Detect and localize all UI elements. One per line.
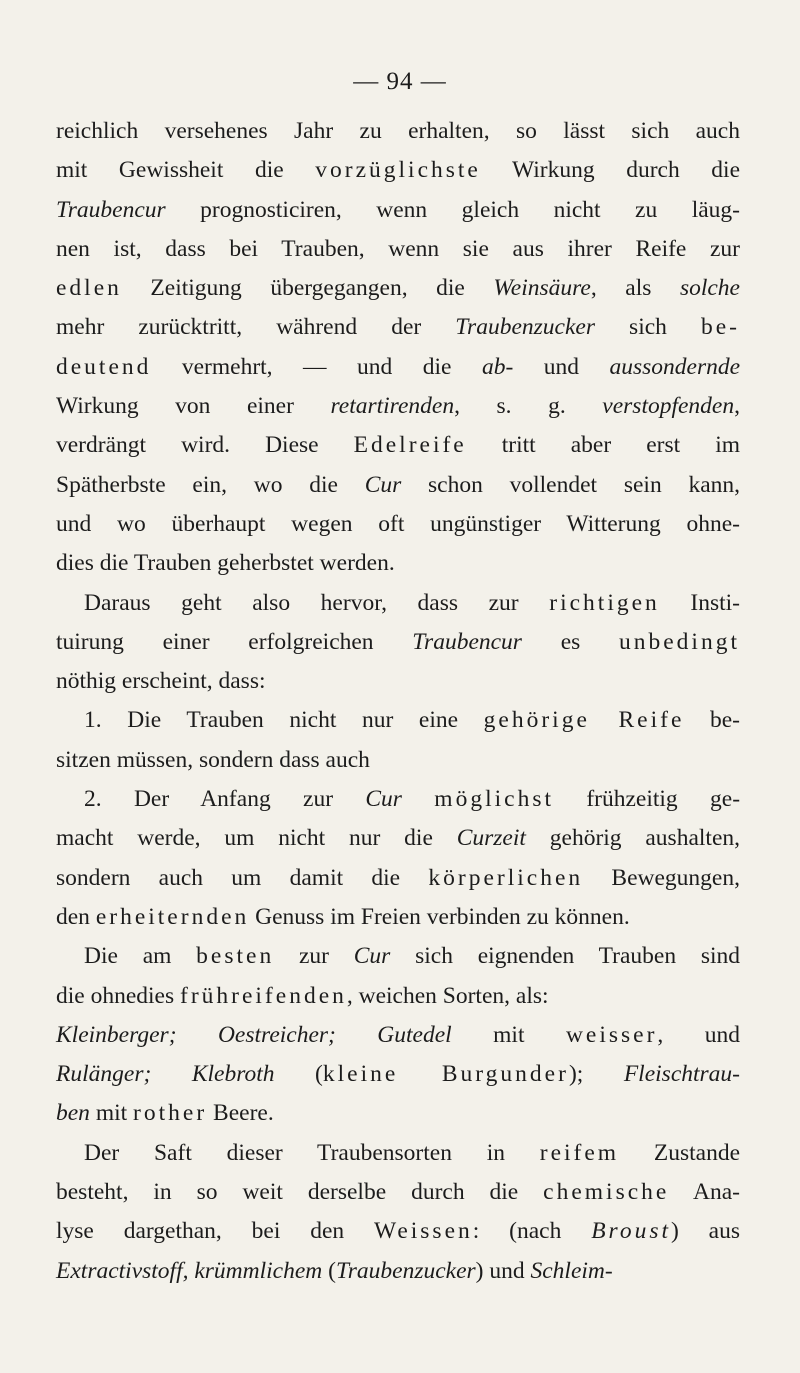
- text-segment: und wo überhaupt wegen oft ungünstiger Witterung ohne-: [56, 510, 740, 537]
- text-segment: lyse dargethan, bei den: [56, 1218, 375, 1245]
- text-segment: rother: [133, 1100, 208, 1127]
- text-segment: : (nach: [472, 1218, 592, 1245]
- text-segment: gehörig aushalten,: [525, 825, 740, 852]
- text-segment: Insti-: [659, 589, 740, 616]
- text-line: [56, 230, 740, 269]
- text-segment: nöthig erscheint, dass:: [56, 668, 266, 695]
- text-segment: ben: [56, 1100, 90, 1127]
- text-line: [56, 1212, 740, 1251]
- text-segment: 1. Die Trauben nicht nur eine: [84, 707, 484, 734]
- text-segment: Wirkung von einer: [56, 393, 331, 420]
- text-segment: möglichst: [434, 786, 554, 813]
- text-segment: Fleischtrau-: [623, 1061, 740, 1088]
- text-segment: nen ist, dass bei Trauben, wenn sie aus ihrer Reife zur: [56, 235, 740, 262]
- text-segment: ,: [734, 393, 740, 420]
- text-segment: Broust: [591, 1218, 671, 1245]
- text-segment: (: [322, 1257, 336, 1284]
- text-line: [56, 1252, 740, 1291]
- text-segment: Beere.: [207, 1100, 274, 1127]
- text-line: [56, 348, 740, 387]
- text-segment: die ohnedies: [56, 982, 180, 1009]
- text-segment: mehr zurücktritt, während der: [56, 314, 456, 341]
- text-segment: 2. Der Anfang zur: [84, 786, 366, 813]
- text-segment: Traubenzucker: [455, 314, 595, 341]
- page-number: — 94 —: [353, 68, 447, 95]
- text-segment: sich: [594, 314, 701, 341]
- text-segment: Ana-: [669, 1179, 740, 1206]
- text-segment: richtigen: [549, 589, 660, 616]
- text-segment: verstopfenden: [602, 393, 735, 420]
- text-segment: mit: [451, 1021, 566, 1048]
- text-segment: retartirenden: [330, 393, 455, 420]
- text-line: [56, 977, 740, 1016]
- text-segment: reichlich versehenes Jahr zu erhalten, so lässt sich auch: [56, 118, 740, 144]
- text-segment: Der Saft dieser Traubensorten in: [84, 1139, 540, 1166]
- text-segment: Genuss im Freien verbinden zu können.: [249, 903, 630, 930]
- text-line: [56, 662, 740, 701]
- text-segment: aussondernde: [609, 353, 741, 380]
- text-segment: besten: [196, 943, 275, 970]
- text-segment: Edelreife: [353, 432, 467, 459]
- text-segment: chemische: [543, 1179, 670, 1206]
- text-segment: Schleim-: [530, 1257, 613, 1284]
- text-segment: Bewegungen,: [583, 864, 740, 891]
- text-line: [56, 898, 740, 937]
- text-segment: Weissen: [374, 1218, 473, 1245]
- text-segment: kleine Burgunder: [322, 1061, 569, 1088]
- text-line: [56, 584, 740, 623]
- text-segment: - und: [505, 353, 610, 380]
- text-segment: Curzeit: [456, 825, 526, 852]
- text-segment: Daraus geht also hervor, dass zur: [84, 589, 550, 616]
- text-segment: be-: [684, 707, 740, 734]
- text-segment: Traubenzucker: [335, 1257, 476, 1284]
- text-segment: );: [568, 1061, 624, 1088]
- text-segment: Cur: [364, 471, 402, 498]
- text-segment: Spätherbste ein, wo die: [56, 471, 365, 498]
- text-segment: erheiternden: [95, 903, 250, 930]
- text-segment: sondern auch um damit die: [56, 864, 429, 891]
- text-segment: sitzen müssen, sondern dass auch: [56, 746, 370, 773]
- text-segment: , und: [657, 1021, 740, 1048]
- text-segment: körperlichen: [428, 864, 584, 891]
- text-segment: (: [274, 1061, 323, 1088]
- text-segment: [402, 786, 434, 812]
- text-segment: dies die Trauben geherbstet werden.: [56, 550, 395, 577]
- text-segment: reifem: [539, 1139, 620, 1166]
- text-segment: frühzeitig ge-: [554, 786, 741, 813]
- text-segment: , s. g.: [454, 393, 603, 420]
- text-segment: solche: [679, 275, 740, 302]
- text-line: [56, 426, 740, 465]
- text-line: [56, 623, 740, 662]
- text-line: [56, 1094, 740, 1133]
- text-segment: schon vollendet sein kann,: [401, 471, 741, 498]
- text-line: [56, 1173, 740, 1212]
- text-segment: Zustande: [619, 1139, 740, 1166]
- text-segment: verdrängt wird. Diese: [56, 432, 354, 459]
- text-segment: Kleinberger; Oestreicher; Gutedel: [56, 1021, 452, 1048]
- text-line: [56, 387, 740, 426]
- text-segment: Die am: [84, 943, 197, 970]
- text-line: [56, 191, 740, 230]
- text-segment: Traubencur: [412, 628, 522, 655]
- text-line: [56, 819, 740, 858]
- text-segment: mit: [89, 1100, 134, 1127]
- text-line: [56, 1055, 740, 1094]
- text-segment: Cur: [353, 943, 391, 970]
- text-segment: unbedingt: [619, 628, 740, 655]
- text-line: [56, 741, 740, 780]
- text-segment: Weinsäure: [493, 275, 591, 302]
- text-line: [56, 269, 740, 308]
- text-segment: sich eignenden Trauben sind: [390, 943, 741, 970]
- text-segment: edlen: [56, 275, 122, 302]
- text-segment: Extractivstoff, krümmlichem: [56, 1257, 323, 1284]
- text-line: [56, 1016, 740, 1055]
- text-segment: Rulänger; Klebroth: [56, 1061, 275, 1088]
- text-segment: Wirkung durch die: [480, 157, 741, 184]
- text-line: [56, 937, 740, 976]
- text-segment: macht werde, um nicht nur die: [56, 825, 457, 852]
- text-line: [56, 151, 740, 190]
- text-line: [56, 544, 740, 583]
- text-line: [56, 466, 740, 505]
- text-line: [56, 859, 740, 898]
- text-line: [56, 780, 740, 819]
- text-segment: ) und: [475, 1257, 531, 1284]
- text-segment: gehörige Reife: [483, 707, 685, 734]
- text-line: [56, 308, 740, 347]
- text-segment: , weichen Sorten, als:: [346, 982, 549, 1009]
- text-segment: den: [56, 903, 96, 930]
- text-segment: es: [521, 628, 619, 655]
- text-line: [56, 112, 740, 151]
- text-segment: Zeitigung übergegangen, die: [121, 275, 494, 302]
- text-segment: tuirung einer erfolgreichen: [56, 628, 413, 655]
- text-segment: vermehrt, — und die: [151, 353, 482, 380]
- text-segment: Cur: [365, 786, 402, 813]
- text-line: [56, 701, 740, 740]
- text-segment: , als: [590, 275, 680, 302]
- text-segment: deutend: [56, 353, 152, 380]
- text-segment: tritt aber erst im: [466, 432, 741, 459]
- text-segment: weisser: [565, 1021, 658, 1048]
- text-segment: be-: [701, 314, 741, 341]
- text-segment: zur: [274, 943, 354, 970]
- text-segment: besteht, in so weit derselbe durch die: [56, 1179, 544, 1206]
- body-text: [56, 112, 740, 1291]
- text-segment: ab: [481, 353, 506, 380]
- text-line: [56, 1134, 740, 1173]
- text-segment: frühreifenden: [180, 982, 347, 1009]
- text-segment: ) aus: [671, 1218, 741, 1245]
- text-line: [56, 505, 740, 544]
- text-segment: Traubencur: [56, 196, 166, 223]
- text-segment: mit Gewissheit die: [56, 157, 316, 184]
- text-segment: vorzüglichste: [315, 157, 481, 184]
- text-segment: prognosticiren, wenn gleich nicht zu läug-: [165, 196, 740, 223]
